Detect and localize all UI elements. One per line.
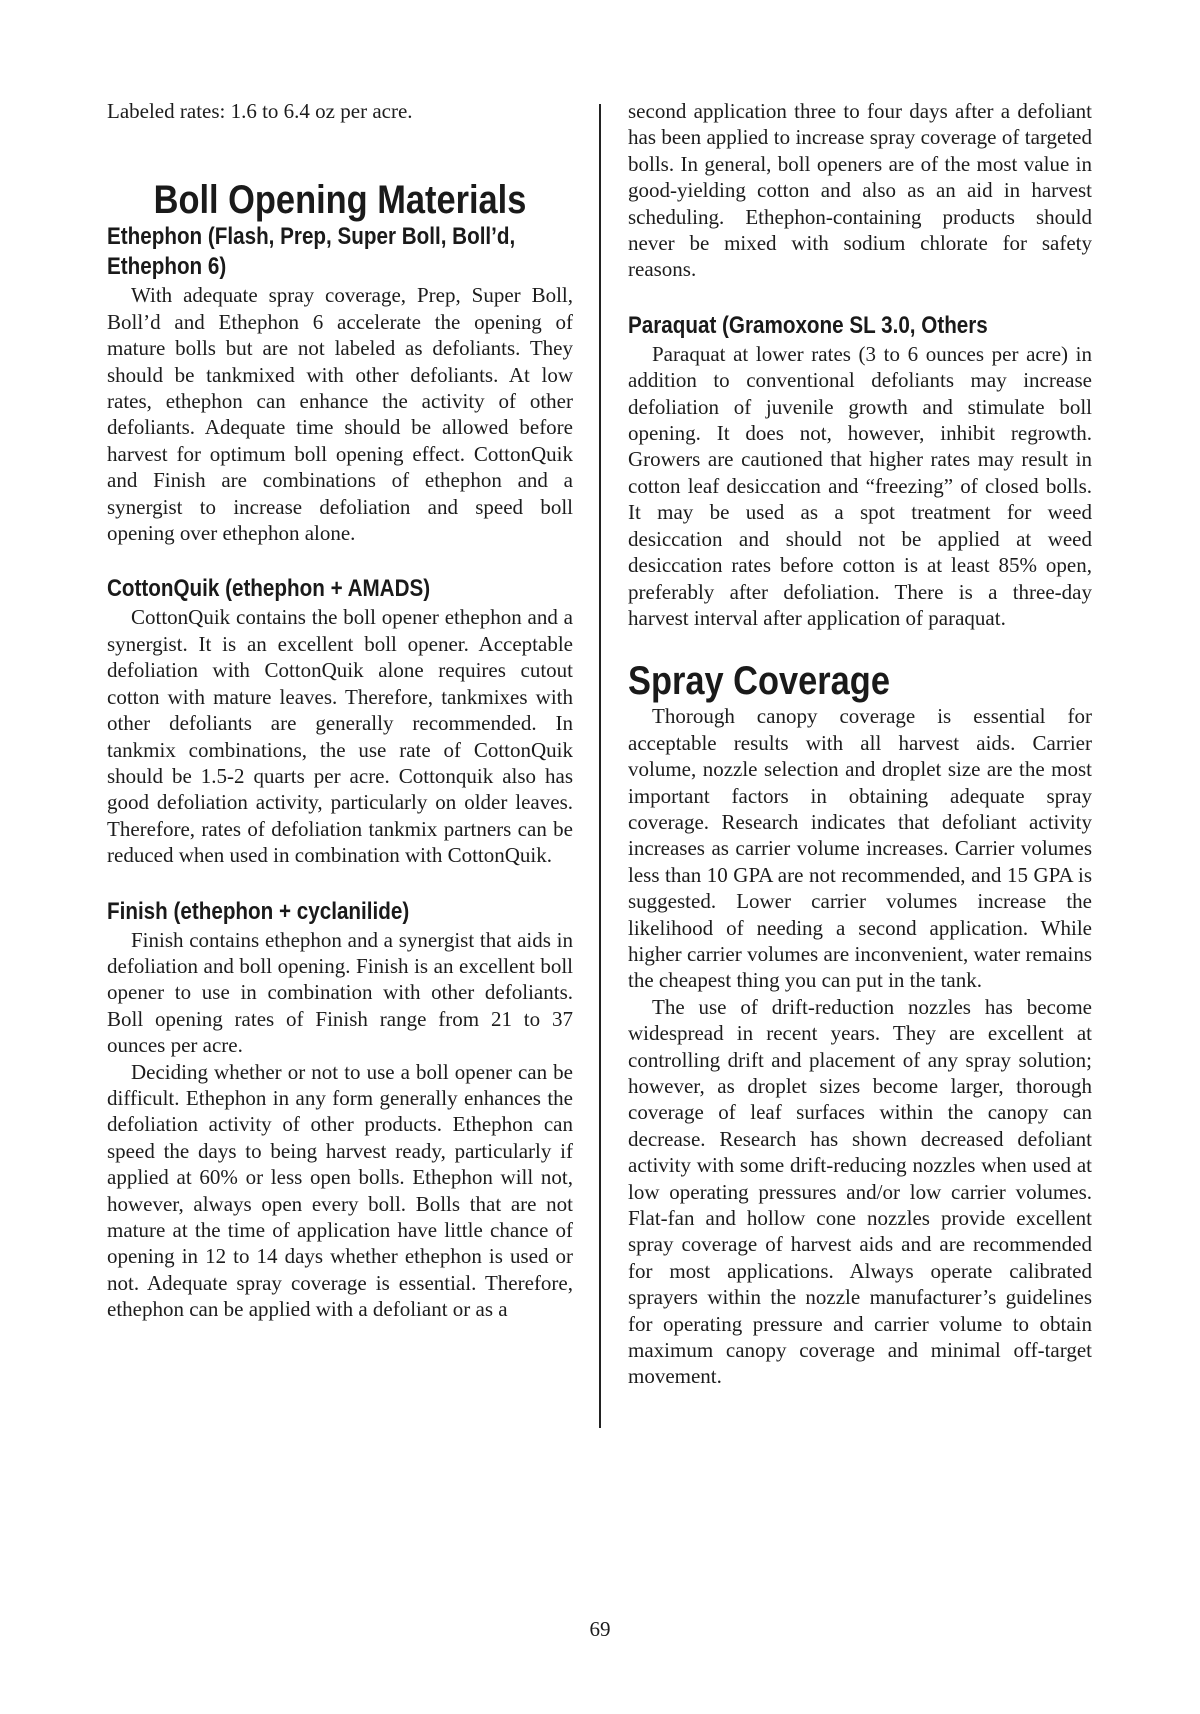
- finish-heading: Finish (ethephon + cyclanilide): [107, 897, 410, 925]
- column-divider: [599, 104, 601, 1428]
- right-column: [628, 98, 1092, 1390]
- finish-paragraph-2: Deciding whether or not to use a boll opener can be difficult. Ethephon in any form generally enhances the defoliation activity of other products. Ethephon can speed the days to being harvest ready, particularly if applied at 60% or less open bolls. Ethephon will not, however, always open every boll. Bolls that are not mature at the time of application have little chance of opening in 12 to 14 days whether ethephon is used or not. Adequate spray coverage is essential. Therefore, ethephon can be applied with a defoliant or as a: [107, 1059, 573, 1322]
- boll-opening-materials-heading: Boll Opening Materials: [153, 178, 527, 223]
- left-column: [107, 98, 573, 1323]
- labeled-rates-text: Labeled rates: 1.6 to 6.4 oz per acre.: [107, 99, 413, 123]
- spray-coverage-paragraph-1: Thorough canopy coverage is essential for acceptable results with all harvest aids. Carrier volume, nozzle selection and droplet size are the most important factors in obtaining adequate spray coverage. Research indicates that defoliant activity increases as carrier volume increases. Carrier volumes less than 10 GPA are not recommended, and 15 GPA is suggested. Lower carrier volumes increase the likelihood of needing a second application. While higher carrier volumes are inconvenient, water remains the cheapest thing you can put in the tank.: [628, 704, 1092, 993]
- spray-coverage-heading: Spray Coverage: [628, 659, 890, 704]
- continued-paragraph: second application three to four days after a defoliant has been applied to increase spray coverage of targeted bolls. In general, boll openers are of the most value in good-yielding cotton and also as an aid in harvest scheduling. Ethephon-containing products should never be mixed with sodium chlorate for safety reasons.: [628, 99, 1092, 282]
- finish-paragraph-1: Finish contains ethephon and a synergist that aids in defoliation and boll opening. Finish is an excellent boll opener to use in combination with other defoliants. Boll opening rates of Finish range from 21 to 37 ounces per acre.: [107, 927, 573, 1058]
- cottonquik-paragraph: CottonQuik contains the boll opener ethephon and a synergist. It is an excellent boll opener. Acceptable defoliation with CottonQuik alone requires cutout cotton with mature leaves. Therefore, tankmixes with other defoliants are generally recommended. In tankmix combinations, the use rate of CottonQuik should be 1.5-2 quarts per acre. Cottonquik also has good defoliation activity, particularly on older leaves. Therefore, rates of defoliation tankmix partners can be reduced when used in combination with CottonQuik.: [107, 605, 573, 868]
- spray-coverage-paragraph-2: The use of drift-reduction nozzles has become widespread in recent years. They are excellent at controlling drift and placement of any spray solution; however, as droplet sizes become larger, thorough coverage of leaf surfaces within the canopy can decrease. Research has shown decreased defoliant activity with some drift-reducing nozzles when used at low operating pressures and/or low carrier volumes. Flat-fan and hollow cone nozzles provide excellent spray coverage of harvest aids and are recommended for most applications. Always operate calibrated sprayers within the nozzle manufacturer’s guidelines for operating pressure and carrier volume to obtain maximum canopy coverage and minimal off-target movement.: [628, 994, 1092, 1389]
- ethephon-heading: Ethephon (Flash, Prep, Super Boll, Boll’d, Ethephon 6): [107, 223, 516, 281]
- paraquat-paragraph: Paraquat at lower rates (3 to 6 ounces per acre) in addition to conventional defoliants may increase defoliation of juvenile growth and stimulate boll opening. It does not, however, inhibit regrowth. Growers are cautioned that higher rates may result in cotton leaf desiccation and “freezing” of closed bolls. It may be used as a spot treatment for weed desiccation and should not be applied at weed desiccation rates before cotton is at least 85% open, preferably after defoliation. There is a three-day harvest interval after application of paraquat.: [628, 341, 1092, 630]
- page-number: 69: [589, 1617, 611, 1641]
- paraquat-heading: Paraquat (Gramoxone SL 3.0, Others: [628, 311, 988, 339]
- ethephon-paragraph: With adequate spray coverage, Prep, Super Boll, Boll’d and Ethephon 6 accelerate the opening of mature bolls but are not labeled as defoliants. They should be tankmixed with other defoliants. At low rates, ethephon can enhance the activity of other defoliants. Adequate time should be allowed before harvest for optimum boll opening effect. CottonQuik and Finish are combinations of ethephon and a synergist to increase defoliation and speed boll opening over ethephon alone.: [107, 283, 573, 546]
- cottonquik-heading: CottonQuik (ethephon + AMADS): [107, 575, 431, 603]
